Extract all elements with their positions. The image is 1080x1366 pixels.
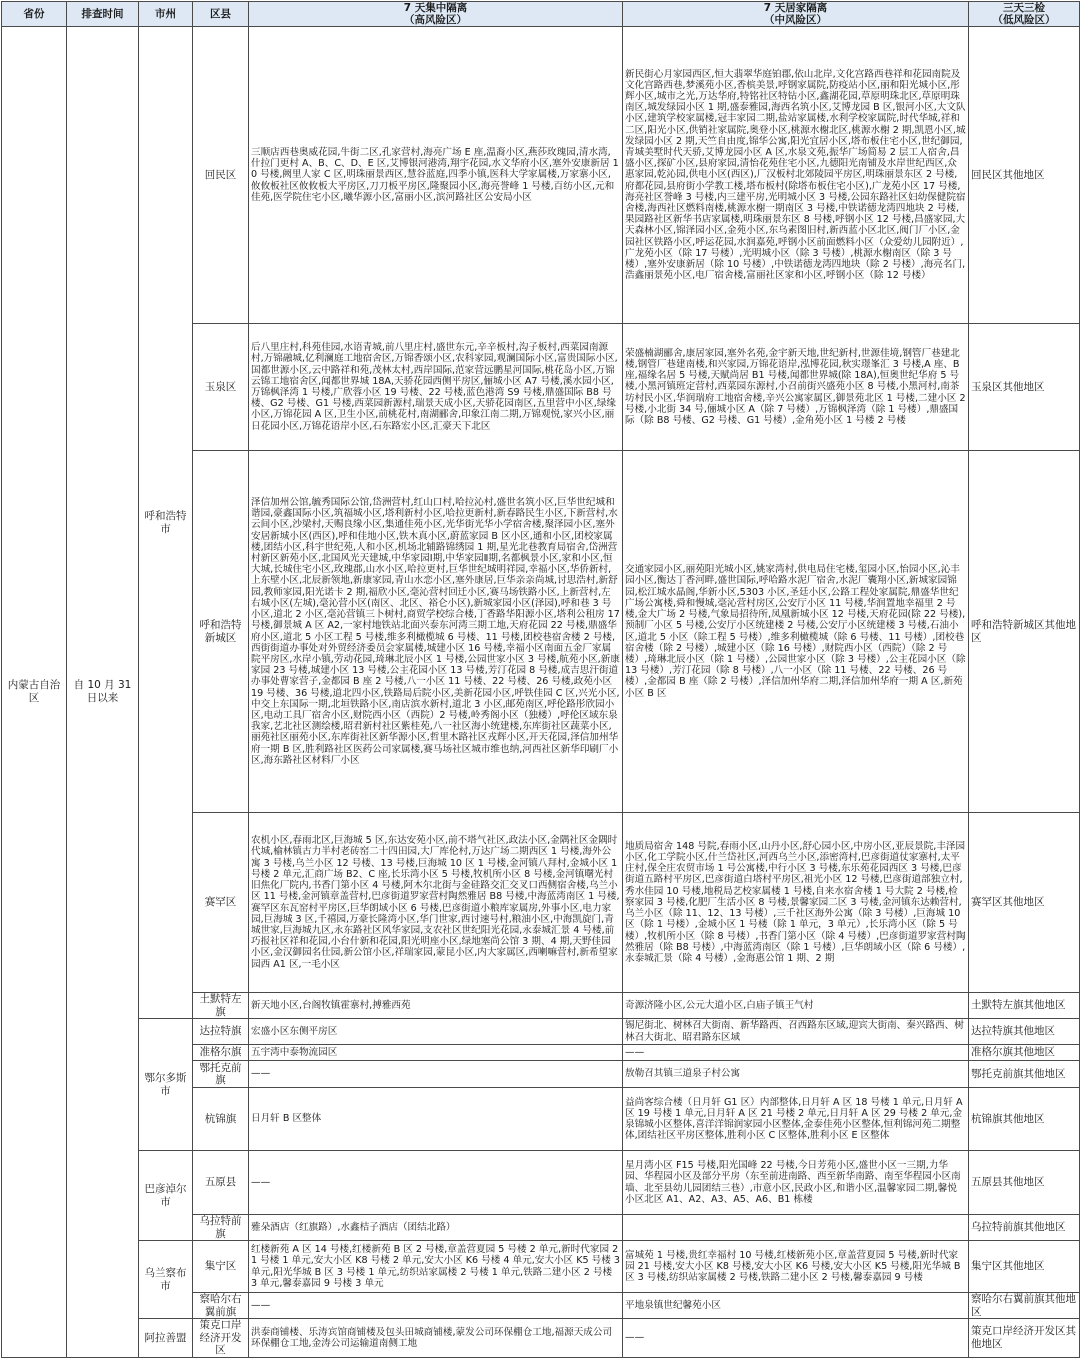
county-cell: 回民区 xyxy=(193,27,249,324)
high-risk-cell: 雅朵酒店（红旗路）,水鑫桔子酒店（团结北路） xyxy=(249,1215,623,1241)
city-ordos: 鄂尔多斯市 xyxy=(139,1019,193,1151)
header-high-sub: （高风险区） xyxy=(404,14,467,26)
city-bayannur: 巴彦淖尔市 xyxy=(139,1151,193,1241)
header-province: 省份 xyxy=(2,2,67,27)
low-risk-cell: 呼和浩特新城区其他地区 xyxy=(969,451,1080,813)
header-low-sub: （低风险区） xyxy=(992,14,1056,26)
table-row xyxy=(2,1019,1080,1045)
high-risk-cell: 日月轩 B 区整体 xyxy=(249,1088,623,1151)
high-risk-cell: 泽信加州公馆,毓秀国际公馆,岱洲营村,红山口村,哈拉沁村,盛世名筑小区,巨华世纪城和谐园,豪鑫国际小区,筑福城小区,塔利新村小区,哈拉更新村,新春路民生小区,下新营村,水云间小区,沙梁村,天赐良缘小区,集通佳苑小区,光华街光华小学宿舍楼,聚泽园小区,塞外安居新城小区(西区),呼和佳地小区,铁木真小区,蔚蓝家园 B 区小区,通和小区,团校家属楼,团结小区,科宇世纪苑,人和小区,机场北辅路锦绣园 1 期,星光北巷教育局宿舍,岱洲营村新区新苑小区,北国风光天建城,中华家园Ⅰ期,中华家园Ⅱ期,名都枫景小区,家和小区,恒大城,长城住宅小区,玫瑰郡,山水小区,哈拉更村,巨华世纪城明祥园,幸福小区,华侨新村,上东壁小区,北辰新领地,新康家园,青山水恋小区,塞外康居,巨华亲亲尚城,讨思浩村,新舒园,教师家园,阳光诺卡 2 期,福欣小区,毫沁营村回迁小区,赛马场铁路小区,上新营村,左右城小区(左城),毫沁营小区(南区、北区、裕仑小区),新城家园小区(泽园),呼和巷 3 号小区,道北 2 小区,毫沁营镇三卜树村,商贸学校综合楼,丁香路华阳源小区,塔利公租房 17 号楼,御景城 A 区 A2,一家村地铁站北面兴泰东河湾三期工地,天府花园 22 号楼,鼎盛华府小区,道北 5 小区工程 5 号楼,维多利橄榄城 6 号楼、11 号楼,团校巷宿舍楼 2 号楼,西街街道办事处对外贸经济委员会家属楼,城建小区 16 号楼,幸福小区南面五金厂家属院平房区,水岸小镇,劳动花园,琦琳北辰小区 1 号楼,公园世家小区 3 号楼,航苑小区,新康家园 23 号楼,城建小区 13 号楼,公主花园小区 13 号楼,芳汀花园 8 号楼,成吉思汗街道办事处曹家营子,金都园 B 座 2 号楼,八一小区 11 号楼、22 号楼、26 号楼,政苑小区 19 号楼、36 号楼,道北四小区,铁路局后院小区,美新花园小区,呼铁佳园 C 区,兴光小区,中交上东国际一期,北垣铁路小区,南店滨水新村,道北 3 小区,邮苑南区,呼伦路彤欣园小区,电动工具厂宿舍小区,财院西小区（西院）2 号楼,岭秀阁小区（独楼）,呼伦区域东泉我家,艺北社区测绘楼,昭君新村社区紫桂苑,八一社区海小统建楼,东库街社区蔬菜小区,丽苑社区丽苑小区,东库街社区新华源小区,哲里木路社区戎辉小区,开天花园,泽信加州华府一期 B 区,胜利路社区医药公司家属楼,赛马场社区城市维也纳,河西社区新华印刷厂小区,海东路社区材料厂小区 xyxy=(249,451,623,813)
mid-risk-cell: 平地泉镇世纪馨苑小区 xyxy=(623,1293,969,1319)
low-risk-cell: 策克口岸经济开发区其他地区 xyxy=(969,1319,1080,1358)
county-cell: 杭锦旗 xyxy=(193,1088,249,1151)
mid-risk-cell xyxy=(623,1215,969,1241)
low-risk-cell: 察哈尔右翼前旗其他地区 xyxy=(969,1293,1080,1319)
header-mid-sub: （中风险区） xyxy=(764,14,827,26)
header-mid-risk xyxy=(623,2,969,27)
mid-risk-cell: 锡尼街北、树林召大街南、新华路西、召西路东区域,迎宾大街南、秦兴路西、树林召大街北、昭君路东区域 xyxy=(623,1019,969,1045)
high-risk-cell: 五宇湾中泰物流园区 xyxy=(249,1045,623,1061)
mid-risk-cell: 星月湾小区 F15 号楼,阳光国峰 22 号楼,今日芳苑小区,盛世小区一三期,力华园、华程园小区及部分平房（东至前进南路、西至新华南路、南至华程园小区南墙、北至县幼儿园团结三巷）,市意小区,民政小区,和谐小区,温馨家园二期,馨悦小区北区 A1、A2、A3、A5、A6、B1 栋楼 xyxy=(623,1151,969,1215)
mid-risk-cell: 敖勒召其镇三道泉子村公寓 xyxy=(623,1061,969,1088)
high-risk-cell: 洪泰商铺楼、乐涛宾馆商铺楼及包头田城商铺楼,蒙发公司环保棚仓工地,福源天成公司环保棚仓工地,金涛公司运输道南侧工地 xyxy=(249,1319,623,1358)
high-risk-cell: 后八里庄村,科苑佳园,水语青城,前八里庄村,盛世东元,辛辛板村,沟子板村,西菜园南源村,万锦融城,亿利澜庭工地宿舍区,万锦香颂小区,农科家园,观澜国际小区,富贵国际小区,国都世源小区,云中路祥和苑,茂林太村,西岸国际,范家营远鹏星河国际,桃花岛小区,万锦云锦工地宿舍区,闻都世界城 18A,天骄花园西侧平房区,俪城小区 A7 号楼,溪水园小区,万锦枫泽湾 1 号楼,广欣蓉小区 19 号楼、22 号楼,蓝色港湾 S9 号楼,鼎盛国际 B8 号楼、G2 号楼、G1 号楼,西菜园新源村,瑞景天成小区,天骄花园南区,五里营中小区,绿缘小区,万锦花园 A 区,卫生小区,前桃花村,南湖郦舍,印象江南二期,万锦观悦,家兴小区,丽日花园小区,万锦花语岸小区,石东路宏小区,汇豪天下北区 xyxy=(249,324,623,451)
header-high-risk xyxy=(249,2,623,27)
low-risk-cell: 集宁区其他地区 xyxy=(969,1241,1080,1293)
high-risk-cell: 新天地小区,台阁牧镇霍寨村,搏雅西苑 xyxy=(249,993,623,1019)
header-low-title: 三天三检 xyxy=(1003,2,1045,14)
county-cell: 五原县 xyxy=(193,1151,249,1215)
low-risk-cell: 五原县其他地区 xyxy=(969,1151,1080,1215)
mid-risk-cell: 交通家园小区,丽苑阳光城小区,姚家湾村,供电局住宅楼,玺园小区,怡园小区,沁丰园小区,衡达丁香河畔,盛世国际,呼哈路水泥厂宿舍,水泥厂囊翔小区,新城家园锦园,松江城水晶阁,华新小区,5303 小区,圣廷小区,公路工程处家属院,鼎盛华世纪广场公寓楼,舜和慢城,毫沁营村房区,公安厅小区 11 号楼,华润置地幸福里 2 号楼,金大广场 2 号楼,气象局招待所,凤凰新城小区 12 号楼,天府花园(除 22 号楼),预制厂小区 5 号楼,公安厅小区统建楼 2 号楼,公安厅小区统建楼 3 号楼,石油小区,道北 5 小区（除工程 5 号楼）,维多利橄榄城（除 6 号楼、11 号楼）,团校巷宿舍楼（除 2 号楼）,城建小区（除 16 号楼）,财院西小区（西院）（除 2 号楼）,琦琳北辰小区（除 1 号楼）,公园世家小区（除 3 号楼）,公主花园小区（除 13 号楼）,芳汀花园（除 8 号楼）,八一小区（除 11 号楼、22 号楼、26 号楼）,金都园 B 座（除 2 号楼）,泽信加州华府二期,泽信加州华府一期 A 区,新苑小区 B 区 xyxy=(623,451,969,813)
mid-risk-cell: 奇源济隆小区,公元大道小区,白庙子镇王气村 xyxy=(623,993,969,1019)
table-header-row xyxy=(2,2,1080,27)
mid-risk-cell: —— xyxy=(623,1319,969,1358)
province-cell: 内蒙古自治区 xyxy=(2,27,67,1358)
high-risk-cell: 三顺店西巷奥威花园,牛街二区,孔家营村,海亮广场 E 座,温裔小区,燕莎玫瑰园,清水湾,什拉门更村 A、B、C、D、E 区,艾博银河港湾,翔宇花园,水文华府小区,塞外安康新居 10 号楼,阙里人家 C 区,明珠丽景西区,慧谷蓝庭,四季小镇,医科大学家属楼,万家寨小区,攸攸板社区攸攸板大平房区,刀刀板平房区,隆聚园小区,海亮誉峰 1 号楼,百纺小区,元和佳苑,医学院住宅小区,曦华源小区,富丽小区,滨河路社区公安局小区 xyxy=(249,27,623,324)
header-county: 区县 xyxy=(193,2,249,27)
mid-risk-cell: 荣盛楠湖郦舍,康居家园,塞外名苑,金宇新天地,世纪新村,世源佳境,钢管厂巷建北楼,钢管厂巷建南楼,和兴家园,万锦花语岸,泓博花园,秋实璟峯汇 3 号楼,A 座、B 座,福缘名居 5 号楼,天赋尚居 B1 号楼,闻都世界城(除 18A),恒奥世纪华府 5 号楼,小黑河镇班定营村,西菜园东源村,小召前街兴盛苑小区 8 号楼,小黑河村,南茶坊村民小区,华润瑞府工地宿舍楼,辛兴公寓家属区,御景苑北区 1 号楼,二建小区 2 号楼,小北街 34 号,俪城小区 A（除 7 号楼）,万锦枫泽湾（除 1 号楼）,鼎盛国际（除 B8 号楼、G2 号楼、G1 号楼）,金角苑小区 1 号楼 2 号楼 xyxy=(623,324,969,451)
table-row xyxy=(2,27,1080,324)
mid-risk-cell: 新民街心月家园西区,恒大翡翠华庭铂郡,依山北岸,文化宫路西巷祥和花园南院及文化宫路西巷,梦溪苑小区,香槟美景,呼钢家属院,防疫站小区,丽和阳光城小区,彤辉小区,城市之光,万达华府,特铭社区特钻小区,鑫湖花园,草原明珠北区,草原明珠南区,城发绿园小区 1 期,盛泰雅园,海西名筑小区,艾博龙园 B 区,银河小区,大文队小区,建筑学校家属楼,冠丰家园二期,盐站家属楼,水利学校家属院,时代华城,祥和二区,阳光小区,供销社家属院,奥登小区,桃源水榭北区,桃源水榭 2 期,凯恩小区,城发绿园小区 2 期,天竺自由度,锦华公寓,阳光宜居小区,塔布板住宅小区,世纪御园,青城美墅时代天骄,艾博龙园小区 A 区,水泉文苑,振华广场简易 2 层工人宿舍,昌盛小区,探矿小区,县府家园,清怡花苑住宅小区,九德阳光南铺及水岸世纪西区,众惠家园,乾沁园,供电小区(西区),厂汉板村北郊陵园平房区,明珠丽景东区 2 号楼,府都花园,县府街小学教工楼,塔布板村(除塔布板住宅小区),广龙苑小区 17 号楼,海亮社区誉峰 3 号楼,内三建平房,光明城小区 3 号楼,公园东路社区妇幼保健院宿舍楼,海西社区燃料南楼,桃源水榭一期南区 3 号楼,中铁诺德龙湾四地块 2 号楼,果园路社区新华书店家属楼,明珠丽景东区 8 号楼,呼钢小区 12 号楼,昌盛家园,大天森林小区,锦泽园小区,金苑小区,东乌素图旧村,新西蓝小区北区,阀门厂小区,金园社区铁路小区,呼运花园,水润嘉苑,呼钢小区前面燃料小区（众爱幼儿园附近）,广龙苑小区（除 17 号楼）,光明城小区（除 3 号楼）,桃源水榭南区（除 3 号楼）,塞外安康新居（除 10 号楼）,中铁诺德龙湾四地块（除 2 号楼）,海亮名门,浩鑫丽景苑小区,电厂宿舍楼,富丽社区家和小区,呼钢小区（除 12 号楼） xyxy=(623,27,969,324)
high-risk-cell: —— xyxy=(249,1061,623,1088)
low-risk-cell: 杭锦旗其他地区 xyxy=(969,1088,1080,1151)
low-risk-cell: 土默特左旗其他地区 xyxy=(969,993,1080,1019)
county-cell: 察哈尔右翼前旗 xyxy=(193,1293,249,1319)
city-alxa: 阿拉善盟 xyxy=(139,1319,193,1358)
county-cell: 鄂托克前旗 xyxy=(193,1061,249,1088)
county-cell: 赛罕区 xyxy=(193,813,249,993)
county-cell: 土默特左旗 xyxy=(193,993,249,1019)
low-risk-cell: 鄂托克前旗其他地区 xyxy=(969,1061,1080,1088)
high-risk-cell: 红楼新苑 A 区 14 号楼,红楼新苑 B 区 2 号楼,章盖营夏园 5 号楼 2 单元,新时代家园 21 号楼 1 单元,安大小区 K8 号楼 2 单元,安大小区 K6 号楼 4 单元,安大小区 K5 号楼 3 单元,阳光华城 B 区 3 号楼 1 单元,纺织站家属楼 2 号楼 1 单元,铁路二建小区 2 号楼 3 单元,馨泰嘉园 9 号楼 3 单元 xyxy=(249,1241,623,1293)
time-cell: 自 10 月 31 日以来 xyxy=(67,27,139,1358)
county-cell: 集宁区 xyxy=(193,1241,249,1293)
city-hohhot: 呼和浩特市 xyxy=(139,27,193,1019)
header-city: 市州 xyxy=(139,2,193,27)
risk-area-table xyxy=(1,1,1080,1358)
low-risk-cell: 乌拉特前旗其他地区 xyxy=(969,1215,1080,1241)
county-cell: 准格尔旗 xyxy=(193,1045,249,1061)
county-cell: 达拉特旗 xyxy=(193,1019,249,1045)
header-mid-title: 7 天居家隔离 xyxy=(763,2,828,14)
low-risk-cell: 准格尔旗其他地区 xyxy=(969,1045,1080,1061)
county-cell: 策克口岸经济开发区 xyxy=(193,1319,249,1358)
header-high-title: 7 天集中隔离 xyxy=(403,2,468,14)
city-ulanqab: 乌兰察布市 xyxy=(139,1241,193,1319)
table-row xyxy=(2,1151,1080,1215)
header-time: 排查时间 xyxy=(67,2,139,27)
mid-risk-cell: 富城苑 1 号楼,贵红幸福村 10 号楼,红楼新苑小区,章盖营夏园 5 号楼,新时代家园 21 号楼,安大小区 K8 号楼,安大小区 K6 号楼,安大小区 K5 号楼,阳光华城 B 区 3 号楼,纺织站家属楼 2 号楼,铁路二建小区 2 号楼,馨泰嘉园 9 号楼 xyxy=(623,1241,969,1293)
mid-risk-cell: 益尚客综合楼（日月轩 G1 区）内部整体,日月轩 A 区 18 号楼 1 单元,日月轩 A 区 19 号楼 1 单元,日月轩 A 区 21 号楼 2 单元,日月轩 A 区 29 号楼 2 单元,金泉锦城小区整体,喜洋洋锦润家园小区整体,金泰佳苑小区整体,恒利锦河苑二期整体,团结社区平房区整体,胜利小区 C 区整体,胜利小区 E 区整体 xyxy=(623,1088,969,1151)
table-row xyxy=(2,1241,1080,1293)
low-risk-cell: 达拉特旗其他地区 xyxy=(969,1019,1080,1045)
high-risk-cell: —— xyxy=(249,1151,623,1215)
header-low-risk xyxy=(969,2,1080,27)
low-risk-cell: 回民区其他地区 xyxy=(969,27,1080,324)
table-row xyxy=(2,1319,1080,1358)
low-risk-cell: 赛罕区其他地区 xyxy=(969,813,1080,993)
mid-risk-cell: 地质局宿舍 148 号院,春雨小区,山丹小区,舒心园小区,中房小区,亚辰景院,丰泽园小区,化工学院小区,什兰岱社区,河西乌兰小区,添密湾村,巴彦街道仗家寨村,太平庄村,保全庄农贸市场 1 号公寓楼,中行小区 3 号楼,东乐苑花园西区 3 号楼,巴彦街道五路村平房区,巴彦街道白塔村平房区,祖光小区 12 号楼,巴彦街道部独立村,秀水佳园 10 号楼,地税局艺校家属楼 1 号楼,自来水宿舍楼 1 号大院 2 号楼,检察家园 3 号楼,化肥厂生活小区 8 号楼,景馨家园二区 3 号楼,金河镇东达赖营村,乌兰小区（除 11、12、13 号楼）,三千社区海外公寓（除 3 号楼）,巨海城 10 区（除 1 号楼）,金城小区 1 号楼（除 1 单元，3 单元）,长乐湾小区（除 5 号楼）,牧机所小区（除 8 号楼）,书香门第小区（除 4 号楼）,巴彦街道罗家营村陶然雅居（除 B8 号楼）,中海蓝湾南区（除 1 号楼）,巨华朗域小区（除 6 号楼）,永泰城汇景（除 4 号楼）,金海惠公馆 1 期、2 期 xyxy=(623,813,969,993)
county-cell: 乌拉特前旗 xyxy=(193,1215,249,1241)
high-risk-cell: —— xyxy=(249,1293,623,1319)
county-cell: 呼和浩特新城区 xyxy=(193,451,249,813)
county-cell: 玉泉区 xyxy=(193,324,249,451)
low-risk-cell: 玉泉区其他地区 xyxy=(969,324,1080,451)
high-risk-cell: 农机小区,春雨北区,巨海城 5 区,东达安苑小区,前不塔气社区,政法小区,金隅社区金隅时代城,榆林镇古力半村老砖窑二十四田园,大厂库伦村,万达广场二期西区 1 号楼,海外公寓 3 号楼,乌兰小区 12 号楼、13 号楼,巨海城 10 区 1 号楼,金河镇八拜村,金城小区 1 号楼 2 单元,汇商广场 B2、C 座,长乐湾小区 5 号楼,牧机所小区 8 号楼,金河镇曙光村旧焦化厂院内,书香门第小区 4 号楼,阿木尔北街与金硅路交汇交叉口西侧宿舍楼,乌兰小区 11 号楼,金河镇章盖营村,巴彦街道罗家营村陶然雅居 B8 号楼,中海蓝湾南区 1 号楼,赛罕区东瓦窑村平房区,巨华朗域小区 6 号楼,巴彦街道小粮库家属房,外事小区,电力家园,巨海城 3 区,千禧园,万豪长隆湾小区,华门世家,西讨速号村,粮油小区,中海凯旋门,青城世家,巨海城九区,永东路社区风华家园,支农社区世纪阳光花园,永泰城汇景 4 号楼,前巧报社区祥和花园,小台什新和花园,阳光明座小区,绿地塞尚公馆 3 期、4 期,天野佳园小区,金汉御园名仕园,新公馆小区,祥瑞家园,蒙昆小区,内大家属区,西喇嘛营村,新希望家园西 A1 区,一毛小区 xyxy=(249,813,623,993)
high-risk-cell: 宏盛小区东侧平房区 xyxy=(249,1019,623,1045)
mid-risk-cell: —— xyxy=(623,1045,969,1061)
